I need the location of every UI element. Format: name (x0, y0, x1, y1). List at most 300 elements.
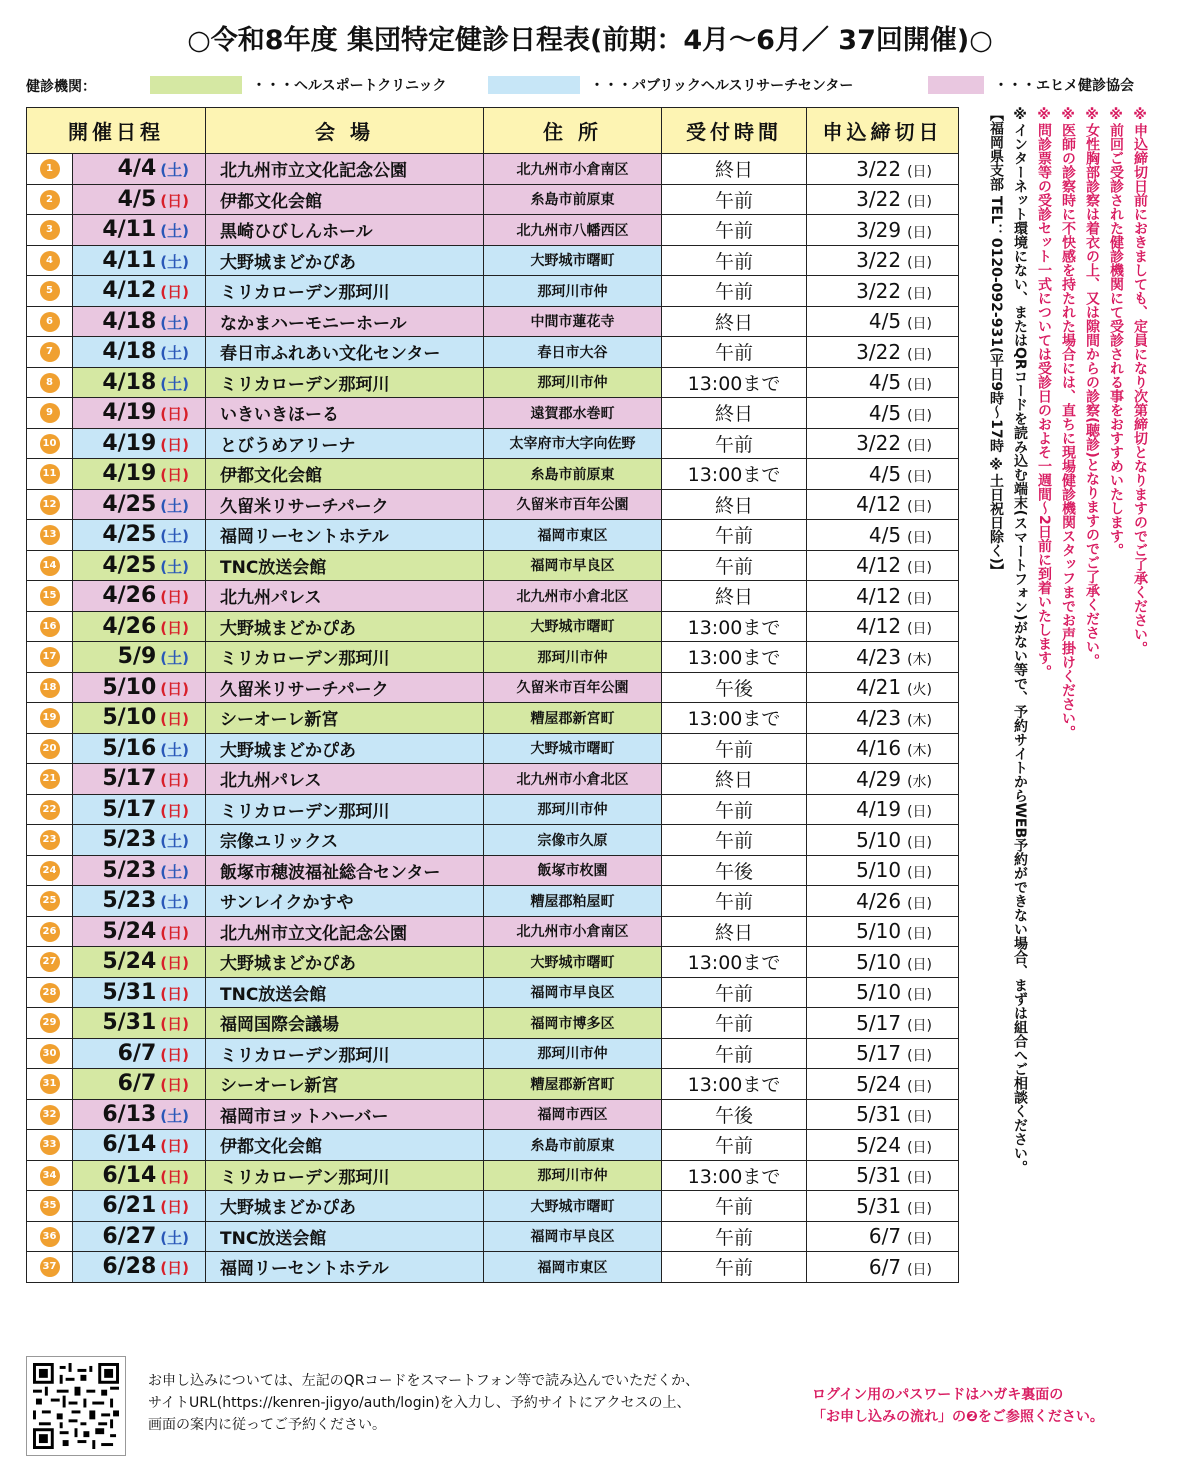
event-date (73, 581, 206, 612)
event-date (73, 825, 206, 856)
venue: 久留米リサーチパーク (206, 672, 484, 703)
event-day-of-week: (日) (160, 1198, 189, 1217)
row-number-badge: 6 (40, 312, 60, 332)
event-day-of-week: (土) (160, 649, 189, 668)
event-date-value: 5/23 (102, 827, 157, 853)
deadline-value: 6/7 (868, 1224, 902, 1249)
address: 福岡市早良区 (484, 550, 662, 581)
address: 太宰府市大字向佐野 (484, 428, 662, 459)
event-day-of-week: (土) (160, 1228, 189, 1247)
deadline-value: 5/10 (856, 919, 902, 944)
event-date-value: 6/13 (102, 1101, 157, 1127)
reception-time: 13:00まで (662, 947, 807, 978)
venue: 大野城まどかぴあ (206, 947, 484, 978)
deadline (807, 1160, 959, 1191)
address: 福岡市早良区 (484, 1221, 662, 1252)
row-number-badge: 28 (40, 983, 60, 1003)
table-row (27, 489, 959, 520)
deadline-day-of-week: (日) (907, 926, 932, 943)
venue: 北九州パレス (206, 581, 484, 612)
deadline (807, 367, 959, 398)
deadline (807, 428, 959, 459)
table-row (27, 1069, 959, 1100)
deadline-value: 5/31 (856, 1102, 902, 1127)
row-number (27, 764, 73, 795)
reception-time: 午前 (662, 1130, 807, 1161)
row-number-badge: 18 (40, 678, 60, 698)
deadline (807, 855, 959, 886)
deadline (807, 550, 959, 581)
venue: 大野城まどかぴあ (206, 245, 484, 276)
deadline-day-of-week: (日) (907, 346, 932, 363)
deadline-day-of-week: (日) (907, 255, 932, 272)
event-day-of-week: (日) (160, 1015, 189, 1034)
header-time: 受付時間 (662, 108, 807, 154)
venue: 福岡市ヨットハーバー (206, 1099, 484, 1130)
table-row (27, 367, 959, 398)
deadline-day-of-week: (日) (907, 621, 932, 638)
address: 宗像市久原 (484, 825, 662, 856)
deadline-value: 3/22 (856, 339, 902, 364)
row-number (27, 1008, 73, 1039)
deadline-day-of-week: (木) (907, 743, 932, 760)
row-number (27, 215, 73, 246)
deadline (807, 154, 959, 185)
row-number-badge: 4 (40, 251, 60, 271)
event-day-of-week: (土) (160, 527, 189, 546)
address: 春日市大谷 (484, 337, 662, 368)
deadline-value: 4/12 (856, 492, 902, 517)
deadline (807, 977, 959, 1008)
row-number (27, 306, 73, 337)
address: 中間市蓮花寺 (484, 306, 662, 337)
event-date-value: 4/4 (117, 156, 157, 182)
reception-time: 午前 (662, 1191, 807, 1222)
deadline-value: 5/10 (856, 949, 902, 974)
reception-time: 午前 (662, 428, 807, 459)
deadline-day-of-week: (日) (907, 499, 932, 516)
deadline-day-of-week: (日) (907, 316, 932, 333)
deadline (807, 1191, 959, 1222)
deadline-day-of-week: (日) (907, 834, 932, 851)
event-date (73, 1160, 206, 1191)
apply-line: サイトURL(https://kenren-jigyo/auth/login)を入力し、予約サイトにアクセスの上、 (148, 1395, 691, 1411)
venue: 春日市ふれあい文化センター (206, 337, 484, 368)
row-number-badge: 29 (40, 1013, 60, 1033)
reception-time: 午後 (662, 672, 807, 703)
header-address: 住 所 (484, 108, 662, 154)
note-2: ※前回ご受診された健診機関にて受診される事をおすすめいたします。 (1108, 107, 1124, 557)
row-number-badge: 10 (40, 434, 60, 454)
event-date (73, 886, 206, 917)
deadline-value: 4/16 (856, 736, 902, 761)
event-date-value: 5/9 (117, 644, 157, 670)
deadline-day-of-week: (日) (907, 529, 932, 546)
table-row (27, 459, 959, 490)
event-date-value: 4/11 (102, 247, 157, 273)
row-number (27, 520, 73, 551)
deadline (807, 825, 959, 856)
deadline-value: 3/22 (856, 278, 902, 303)
row-number (27, 1252, 73, 1283)
address: 糸島市前原東 (484, 184, 662, 215)
venue: 大野城まどかぴあ (206, 1191, 484, 1222)
legend-swatch (928, 76, 984, 94)
row-number-badge: 22 (40, 800, 60, 820)
address: 那珂川市仲 (484, 367, 662, 398)
deadline-day-of-week: (日) (907, 1170, 932, 1187)
reception-time: 午前 (662, 1221, 807, 1252)
address: 北九州市小倉北区 (484, 581, 662, 612)
reception-time: 終日 (662, 306, 807, 337)
deadline-value: 4/23 (856, 705, 902, 730)
row-number-badge: 1 (40, 159, 60, 179)
note-5: ※問診票等の受診セット一式については受診日のおよそ一週間～2日前に到着いたします。 (1036, 107, 1052, 679)
row-number-badge: 2 (40, 190, 60, 210)
event-date-value: 4/11 (102, 217, 157, 243)
event-date (73, 367, 206, 398)
reception-time: 終日 (662, 764, 807, 795)
deadline-day-of-week: (日) (907, 987, 932, 1004)
table-row (27, 794, 959, 825)
event-day-of-week: (日) (160, 618, 189, 637)
row-number (27, 855, 73, 886)
header-venue: 会 場 (206, 108, 484, 154)
deadline-value: 4/5 (868, 370, 902, 395)
event-date-value: 4/25 (102, 552, 157, 578)
table-row (27, 337, 959, 368)
event-date (73, 642, 206, 673)
deadline (807, 1099, 959, 1130)
deadline-value: 4/26 (856, 888, 902, 913)
event-date-value: 5/23 (102, 857, 157, 883)
deadline (807, 703, 959, 734)
table-row (27, 886, 959, 917)
row-number (27, 794, 73, 825)
reception-time: 終日 (662, 581, 807, 612)
event-date (73, 489, 206, 520)
event-date (73, 428, 206, 459)
login-line: 「お申し込みの流れ」の❷をご参照ください。 (812, 1409, 1104, 1425)
row-number-badge: 12 (40, 495, 60, 515)
address: 北九州市八幡西区 (484, 215, 662, 246)
reception-time: 午前 (662, 550, 807, 581)
row-number (27, 550, 73, 581)
row-number (27, 886, 73, 917)
note-4: ※医師の診察時に不快感を持たれた場合には、直ちに現場健診機関スタッフまでお声掛けください。 (1060, 107, 1076, 739)
deadline (807, 1038, 959, 1069)
note-1: ※申込締切日前におきましても、定員になり次第締切となりますのでご了承ください。 (1132, 107, 1148, 655)
row-number (27, 337, 73, 368)
row-number (27, 459, 73, 490)
row-number (27, 398, 73, 429)
note-6: ※インターネット環境にない、またはQRコードを読み込む端末(スマートフォン)がない等で、予約サイトからWEB予約ができない場合、まずは組合へご相談ください。 (1012, 107, 1028, 1175)
address: 久留米市百年公園 (484, 672, 662, 703)
deadline-value: 3/22 (856, 187, 902, 212)
row-number-badge: 34 (40, 1166, 60, 1186)
deadline-day-of-week: (日) (907, 1261, 932, 1278)
table-row (27, 428, 959, 459)
note-3: ※女性胸部診察は着衣の上、又は隙間からの診察(聴診)となりますのでご了承ください。 (1084, 107, 1100, 668)
deadline-day-of-week: (日) (907, 468, 932, 485)
event-date-value: 5/17 (102, 796, 157, 822)
event-day-of-week: (日) (160, 801, 189, 820)
deadline (807, 611, 959, 642)
notes-vertical (972, 107, 1152, 1317)
row-number (27, 1069, 73, 1100)
deadline (807, 245, 959, 276)
table-row (27, 581, 959, 612)
reception-time: 午前 (662, 825, 807, 856)
deadline-value: 3/22 (856, 431, 902, 456)
deadline-value: 5/10 (856, 827, 902, 852)
deadline-value: 4/21 (856, 675, 902, 700)
row-number-badge: 15 (40, 586, 60, 606)
deadline-value: 4/12 (856, 583, 902, 608)
table-row (27, 245, 959, 276)
event-day-of-week: (土) (160, 557, 189, 576)
reception-time: 午前 (662, 977, 807, 1008)
address: 福岡市早良区 (484, 977, 662, 1008)
venue: 黒崎ひびしんホール (206, 215, 484, 246)
deadline-value: 4/5 (868, 309, 902, 334)
row-number (27, 947, 73, 978)
table-row (27, 642, 959, 673)
venue: なかまハーモニーホール (206, 306, 484, 337)
deadline (807, 642, 959, 673)
row-number (27, 428, 73, 459)
venue: 久留米リサーチパーク (206, 489, 484, 520)
reception-time: 終日 (662, 916, 807, 947)
event-day-of-week: (土) (160, 374, 189, 393)
event-date (73, 154, 206, 185)
note-7: 【福岡県支部 TEL：0120-092-931(平日9時～17時 ※土日祝日除く)】 (988, 107, 1004, 578)
row-number-badge: 31 (40, 1074, 60, 1094)
event-date (73, 276, 206, 307)
legend-item-pink (928, 74, 1134, 96)
row-number (27, 733, 73, 764)
venue: 飯塚市穂波福祉総合センター (206, 855, 484, 886)
deadline-day-of-week: (日) (907, 560, 932, 577)
address: 糟屋郡粕屋町 (484, 886, 662, 917)
deadline-value: 4/12 (856, 614, 902, 639)
deadline-day-of-week: (木) (907, 651, 932, 668)
deadline (807, 276, 959, 307)
row-number-badge: 19 (40, 708, 60, 728)
event-date-value: 6/21 (102, 1193, 157, 1219)
table-row (27, 1160, 959, 1191)
deadline (807, 337, 959, 368)
row-number-badge: 36 (40, 1227, 60, 1247)
table-row (27, 398, 959, 429)
row-number-badge: 20 (40, 739, 60, 759)
deadline (807, 581, 959, 612)
table-row (27, 1221, 959, 1252)
venue: ミリカローデン那珂川 (206, 794, 484, 825)
venue: 宗像ユリックス (206, 825, 484, 856)
table-row (27, 276, 959, 307)
event-date-value: 5/23 (102, 888, 157, 914)
deadline-day-of-week: (日) (907, 590, 932, 607)
header-date: 開催日程 (27, 108, 206, 154)
deadline-day-of-week: (日) (907, 163, 932, 180)
deadline-value: 4/23 (856, 644, 902, 669)
deadline-day-of-week: (日) (907, 1078, 932, 1095)
event-date (73, 245, 206, 276)
event-day-of-week: (日) (160, 283, 189, 302)
venue: ミリカローデン那珂川 (206, 367, 484, 398)
legend (22, 74, 1152, 96)
reception-time: 午後 (662, 855, 807, 886)
deadline-value: 3/29 (856, 217, 902, 242)
event-day-of-week: (日) (160, 191, 189, 210)
venue: 北九州パレス (206, 764, 484, 795)
row-number-badge: 27 (40, 952, 60, 972)
table-row (27, 154, 959, 185)
table-row (27, 1099, 959, 1130)
row-number-badge: 9 (40, 403, 60, 423)
event-day-of-week: (日) (160, 1045, 189, 1064)
event-date-value: 4/18 (102, 369, 157, 395)
event-date (73, 459, 206, 490)
venue: 福岡リーセントホテル (206, 520, 484, 551)
event-date-value: 6/27 (102, 1223, 157, 1249)
row-number-badge: 16 (40, 617, 60, 637)
legend-swatch (488, 76, 580, 94)
deadline (807, 1252, 959, 1283)
deadline (807, 886, 959, 917)
table-row (27, 733, 959, 764)
row-number-badge: 37 (40, 1257, 60, 1277)
deadline-value: 5/24 (856, 1132, 902, 1157)
deadline-day-of-week: (日) (907, 1017, 932, 1034)
row-number-badge: 3 (40, 220, 60, 240)
row-number-badge: 8 (40, 373, 60, 393)
event-date-value: 4/18 (102, 339, 157, 365)
venue: ミリカローデン那珂川 (206, 1038, 484, 1069)
address: 福岡市西区 (484, 1099, 662, 1130)
apply-line: 画面の案内に従ってご予約ください。 (148, 1417, 386, 1433)
event-date-value: 4/19 (102, 400, 157, 426)
deadline-value: 5/10 (856, 980, 902, 1005)
table-row (27, 1191, 959, 1222)
event-date (73, 916, 206, 947)
login-note (812, 1384, 1162, 1428)
venue: 北九州市立文化記念公園 (206, 154, 484, 185)
row-number (27, 1160, 73, 1191)
event-date (73, 733, 206, 764)
event-day-of-week: (土) (160, 893, 189, 912)
venue: TNC放送会館 (206, 550, 484, 581)
event-date-value: 5/16 (102, 735, 157, 761)
deadline (807, 733, 959, 764)
deadline-value: 5/31 (856, 1193, 902, 1218)
deadline-value: 4/12 (856, 553, 902, 578)
address: 糟屋郡新宮町 (484, 1069, 662, 1100)
qr-code-icon[interactable] (26, 1356, 126, 1456)
event-date (73, 947, 206, 978)
deadline (807, 1008, 959, 1039)
qr-graphic (33, 1363, 119, 1449)
table-row (27, 550, 959, 581)
address: 大野城市曙町 (484, 733, 662, 764)
table-row (27, 916, 959, 947)
event-date (73, 1038, 206, 1069)
deadline-day-of-week: (日) (907, 1231, 932, 1248)
address: 那珂川市仲 (484, 276, 662, 307)
address: 福岡市博多区 (484, 1008, 662, 1039)
deadline (807, 520, 959, 551)
deadline-day-of-week: (日) (907, 1200, 932, 1217)
address: 北九州市小倉南区 (484, 154, 662, 185)
event-date (73, 306, 206, 337)
row-number-badge: 24 (40, 861, 60, 881)
address: 糸島市前原東 (484, 459, 662, 490)
reception-time: 13:00まで (662, 642, 807, 673)
address: 久留米市百年公園 (484, 489, 662, 520)
row-number (27, 154, 73, 185)
deadline-day-of-week: (日) (907, 377, 932, 394)
event-day-of-week: (日) (160, 588, 189, 607)
event-day-of-week: (土) (160, 222, 189, 241)
table-row (27, 215, 959, 246)
row-number-badge: 23 (40, 830, 60, 850)
row-number (27, 1099, 73, 1130)
row-number-badge: 7 (40, 342, 60, 362)
reception-time: 13:00まで (662, 1069, 807, 1100)
event-date (73, 215, 206, 246)
deadline-value: 4/5 (868, 522, 902, 547)
event-day-of-week: (土) (160, 344, 189, 363)
deadline (807, 306, 959, 337)
deadline (807, 1221, 959, 1252)
reception-time: 13:00まで (662, 611, 807, 642)
event-date (73, 1191, 206, 1222)
deadline-value: 5/10 (856, 858, 902, 883)
event-date-value: 4/26 (102, 583, 157, 609)
event-date-value: 4/19 (102, 430, 157, 456)
reception-time: 13:00まで (662, 1160, 807, 1191)
deadline-value: 3/22 (856, 156, 902, 181)
venue: ミリカローデン那珂川 (206, 1160, 484, 1191)
event-date-value: 6/14 (102, 1132, 157, 1158)
reception-time: 午前 (662, 794, 807, 825)
event-date (73, 184, 206, 215)
deadline-day-of-week: (日) (907, 438, 932, 455)
row-number (27, 977, 73, 1008)
reception-time: 午前 (662, 276, 807, 307)
event-day-of-week: (日) (160, 771, 189, 790)
event-date-value: 6/7 (117, 1040, 157, 1066)
deadline-value: 3/22 (856, 248, 902, 273)
table-row (27, 184, 959, 215)
row-number (27, 611, 73, 642)
legend-text: ・・・ヘルスポートクリニック (252, 78, 447, 94)
row-number-badge: 33 (40, 1135, 60, 1155)
event-date-value: 5/10 (102, 674, 157, 700)
event-day-of-week: (土) (160, 1106, 189, 1125)
event-date-value: 5/24 (102, 918, 157, 944)
deadline-day-of-week: (日) (907, 1109, 932, 1126)
event-day-of-week: (土) (160, 832, 189, 851)
table-row (27, 1038, 959, 1069)
event-date (73, 794, 206, 825)
table-row (27, 947, 959, 978)
address: 大野城市曙町 (484, 611, 662, 642)
deadline (807, 489, 959, 520)
event-day-of-week: (土) (160, 740, 189, 759)
address: 糸島市前原東 (484, 1130, 662, 1161)
